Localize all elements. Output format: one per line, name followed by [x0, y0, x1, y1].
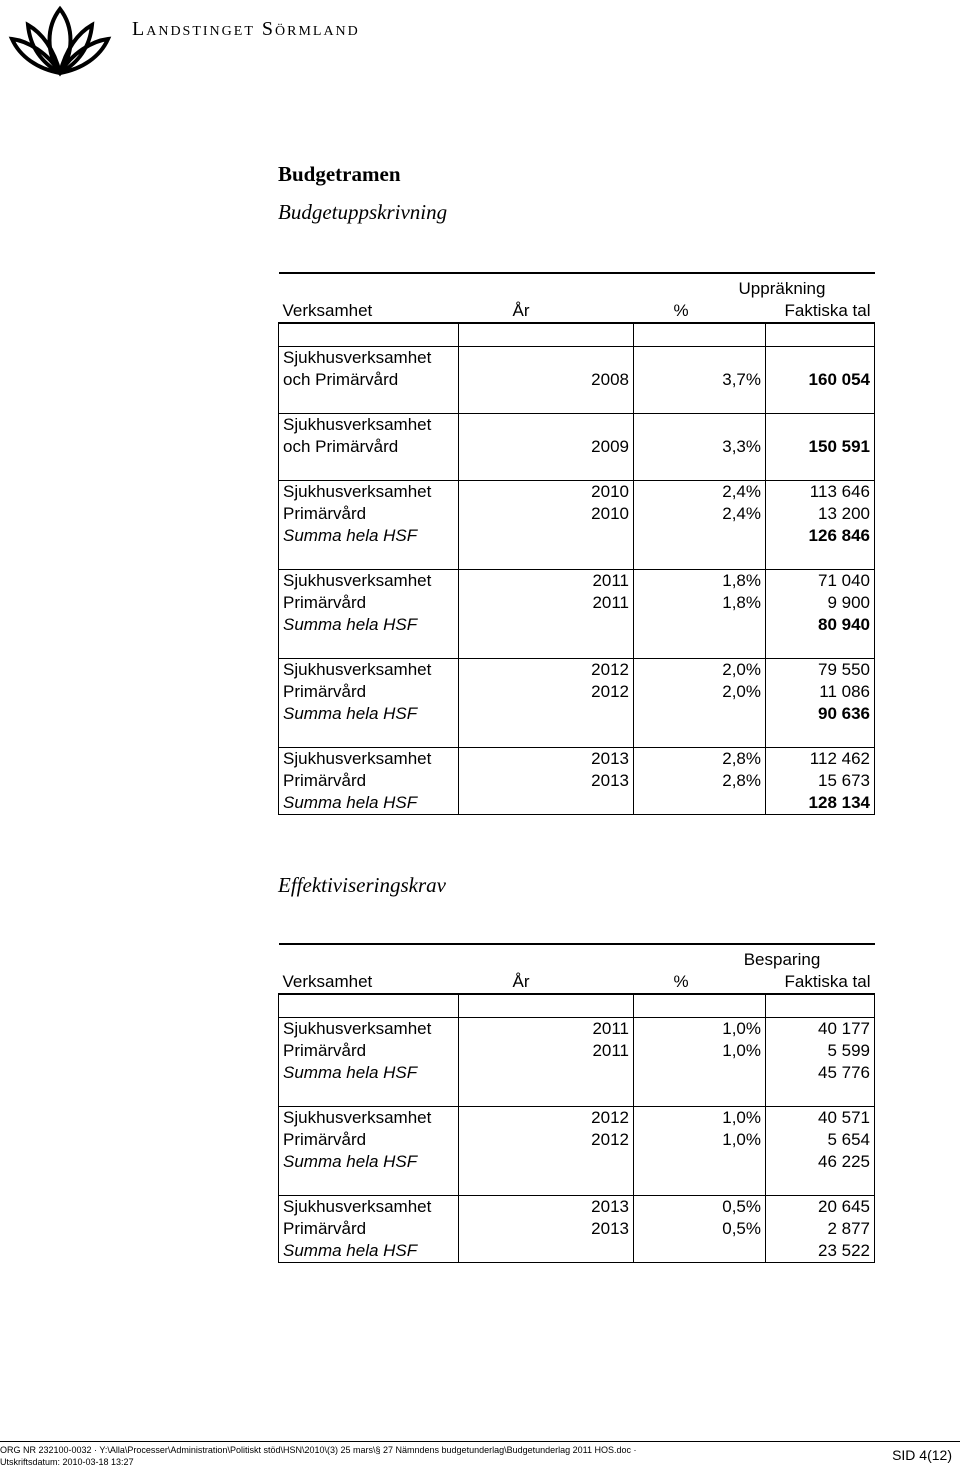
cell-pct — [634, 1173, 766, 1196]
spacer-row — [279, 391, 875, 414]
cell-ar: 2012 — [459, 681, 634, 703]
footer-line2: Utskriftsdatum: 2010-03-18 13:27 — [0, 1457, 134, 1467]
cell-tal — [766, 1173, 875, 1196]
cell-tal: 23 522 — [766, 1240, 875, 1263]
cell-tal: 5 654 — [766, 1129, 875, 1151]
cell-verksamhet — [279, 994, 459, 1018]
header-faktiska-tal: Faktiska tal — [784, 301, 871, 320]
cell-ar — [459, 547, 634, 570]
cell-pct — [634, 792, 766, 815]
footer-divider — [0, 1441, 960, 1442]
cell-pct — [634, 994, 766, 1018]
logo-icon — [8, 5, 112, 77]
cell-ar — [459, 391, 634, 414]
cell-ar: 2013 — [459, 748, 634, 771]
cell-tal: 128 134 — [766, 792, 875, 815]
cell-ar — [459, 1173, 634, 1196]
cell-pct — [634, 1084, 766, 1107]
table-row — [279, 792, 875, 815]
table-row — [279, 1218, 875, 1240]
table-row — [279, 659, 875, 682]
cell-verksamhet: Sjukhusverksamhet — [279, 659, 459, 682]
cell-tal — [766, 414, 875, 437]
section1-subtitle: Budgetuppskrivning — [278, 200, 448, 224]
cell-tal — [766, 323, 875, 347]
cell-ar — [459, 792, 634, 815]
header-upprakning: Uppräkning — [738, 279, 826, 298]
cell-verksamhet: Primärvård — [279, 1129, 459, 1151]
cell-ar — [459, 458, 634, 481]
cell-tal: 112 462 — [766, 748, 875, 771]
cell-pct — [634, 1151, 766, 1173]
cell-tal: 15 673 — [766, 770, 875, 792]
page-title: Budgetramen — [278, 162, 401, 186]
cell-verksamhet — [279, 1173, 459, 1196]
cell-tal: 150 591 — [766, 436, 875, 458]
cell-ar — [459, 323, 634, 347]
cell-pct: 1,0% — [634, 1040, 766, 1062]
cell-verksamhet: Sjukhusverksamhet — [279, 570, 459, 593]
header-faktiska-tal: Faktiska tal — [784, 972, 871, 991]
header-pct: % — [673, 301, 689, 320]
cell-ar — [459, 414, 634, 437]
cell-verksamhet: Summa hela HSF — [279, 792, 459, 815]
table-row — [279, 703, 875, 725]
table-row — [279, 1196, 875, 1219]
cell-tal — [766, 347, 875, 370]
cell-pct — [634, 614, 766, 636]
table-row — [279, 570, 875, 593]
footer-path — [0, 1444, 637, 1468]
section2-subtitle: Effektiviseringskrav — [278, 873, 446, 897]
cell-ar: 2013 — [459, 770, 634, 792]
cell-ar: 2011 — [459, 1040, 634, 1062]
cell-pct — [634, 636, 766, 659]
cell-verksamhet: och Primärvård — [279, 369, 459, 391]
cell-ar: 2013 — [459, 1196, 634, 1219]
cell-verksamhet: Summa hela HSF — [279, 1062, 459, 1084]
footer-line1: ORG NR 232100-0032 · Y:\Alla\Processer\Administration\Politiskt stöd\HSN\2010\(3) 25 mars\§ 27 Nämndens budgetunderlag\Budgetunderlag 2011 HOS.doc · — [0, 1445, 637, 1455]
cell-tal: 160 054 — [766, 369, 875, 391]
cell-verksamhet: Sjukhusverksamhet — [279, 481, 459, 504]
spacer-row — [279, 725, 875, 748]
cell-pct — [634, 347, 766, 370]
cell-tal: 79 550 — [766, 659, 875, 682]
spacer-row — [279, 458, 875, 481]
cell-verksamhet — [279, 636, 459, 659]
cell-pct: 2,4% — [634, 503, 766, 525]
header-ar: År — [512, 972, 530, 991]
cell-tal: 11 086 — [766, 681, 875, 703]
cell-tal: 5 599 — [766, 1040, 875, 1062]
budget-table — [278, 272, 875, 815]
cell-verksamhet: Summa hela HSF — [279, 1151, 459, 1173]
cell-tal: 20 645 — [766, 1196, 875, 1219]
cell-ar: 2012 — [459, 659, 634, 682]
cell-verksamhet — [279, 323, 459, 347]
cell-tal: 2 877 — [766, 1218, 875, 1240]
cell-ar: 2008 — [459, 369, 634, 391]
cell-ar: 2011 — [459, 592, 634, 614]
cell-pct — [634, 1240, 766, 1263]
cell-pct — [634, 391, 766, 414]
cell-ar: 2009 — [459, 436, 634, 458]
cell-ar: 2012 — [459, 1129, 634, 1151]
cell-verksamhet: Sjukhusverksamhet — [279, 1196, 459, 1219]
cell-pct: 1,0% — [634, 1018, 766, 1041]
cell-ar — [459, 347, 634, 370]
cell-pct — [634, 525, 766, 547]
cell-ar — [459, 1084, 634, 1107]
cell-pct: 2,0% — [634, 681, 766, 703]
cell-ar — [459, 725, 634, 748]
cell-verksamhet — [279, 391, 459, 414]
cell-ar — [459, 1062, 634, 1084]
cell-verksamhet: Primärvård — [279, 503, 459, 525]
spacer-row — [279, 1084, 875, 1107]
table-row — [279, 1240, 875, 1263]
cell-verksamhet: Summa hela HSF — [279, 703, 459, 725]
spacer-row — [279, 323, 875, 347]
cell-verksamhet — [279, 547, 459, 570]
table-row — [279, 481, 875, 504]
table-row — [279, 1129, 875, 1151]
cell-ar — [459, 525, 634, 547]
cell-verksamhet: Sjukhusverksamhet — [279, 414, 459, 437]
cell-tal — [766, 547, 875, 570]
cell-pct — [634, 703, 766, 725]
cell-pct — [634, 323, 766, 347]
header-besparing: Besparing — [743, 950, 821, 969]
table-row — [279, 1040, 875, 1062]
cell-verksamhet: och Primärvård — [279, 436, 459, 458]
cell-pct — [634, 458, 766, 481]
cell-ar: 2011 — [459, 570, 634, 593]
spacer-row — [279, 994, 875, 1018]
cell-verksamhet: Primärvård — [279, 1040, 459, 1062]
brand-name: Landstinget Sörmland — [132, 18, 360, 40]
cell-tal — [766, 1084, 875, 1107]
cell-ar: 2013 — [459, 1218, 634, 1240]
cell-ar — [459, 994, 634, 1018]
cell-verksamhet: Summa hela HSF — [279, 525, 459, 547]
cell-ar: 2010 — [459, 503, 634, 525]
cell-ar — [459, 703, 634, 725]
table-row — [279, 369, 875, 391]
cell-verksamhet: Primärvård — [279, 592, 459, 614]
cell-ar: 2011 — [459, 1018, 634, 1041]
cell-tal — [766, 636, 875, 659]
cell-verksamhet — [279, 458, 459, 481]
table-row — [279, 1151, 875, 1173]
cell-pct: 2,8% — [634, 770, 766, 792]
table-row — [279, 1062, 875, 1084]
header-ar: År — [512, 301, 530, 320]
cell-tal: 113 646 — [766, 481, 875, 504]
spacer-row — [279, 636, 875, 659]
table-row — [279, 592, 875, 614]
table-row — [279, 1107, 875, 1130]
spacer-row — [279, 547, 875, 570]
cell-verksamhet: Sjukhusverksamhet — [279, 347, 459, 370]
header-verksamhet: Verksamhet — [282, 972, 373, 991]
cell-pct: 3,7% — [634, 369, 766, 391]
table-row — [279, 414, 875, 437]
cell-verksamhet: Primärvård — [279, 681, 459, 703]
table-row — [279, 1018, 875, 1041]
cell-pct: 3,3% — [634, 436, 766, 458]
cell-pct: 0,5% — [634, 1218, 766, 1240]
table-row — [279, 681, 875, 703]
cell-tal: 9 900 — [766, 592, 875, 614]
table-row — [279, 347, 875, 370]
cell-tal: 45 776 — [766, 1062, 875, 1084]
cell-verksamhet — [279, 1084, 459, 1107]
table-row — [279, 503, 875, 525]
page-number: SID 4(12) — [892, 1447, 952, 1463]
savings-table — [278, 943, 875, 1263]
cell-pct: 1,8% — [634, 592, 766, 614]
cell-tal — [766, 994, 875, 1018]
cell-pct: 2,4% — [634, 481, 766, 504]
cell-pct: 2,8% — [634, 748, 766, 771]
cell-tal: 90 636 — [766, 703, 875, 725]
cell-verksamhet: Summa hela HSF — [279, 614, 459, 636]
cell-tal: 13 200 — [766, 503, 875, 525]
cell-verksamhet: Sjukhusverksamhet — [279, 1107, 459, 1130]
cell-pct: 1,8% — [634, 570, 766, 593]
table-row — [279, 770, 875, 792]
cell-ar — [459, 614, 634, 636]
cell-ar — [459, 636, 634, 659]
cell-verksamhet: Primärvård — [279, 1218, 459, 1240]
cell-tal — [766, 725, 875, 748]
cell-ar — [459, 1240, 634, 1263]
cell-verksamhet: Summa hela HSF — [279, 1240, 459, 1263]
cell-pct: 0,5% — [634, 1196, 766, 1219]
cell-tal: 46 225 — [766, 1151, 875, 1173]
cell-ar: 2010 — [459, 481, 634, 504]
table-row — [279, 436, 875, 458]
cell-tal — [766, 391, 875, 414]
table-row — [279, 614, 875, 636]
cell-tal — [766, 458, 875, 481]
header-verksamhet: Verksamhet — [282, 301, 373, 320]
header-pct: % — [673, 972, 689, 991]
cell-tal: 40 177 — [766, 1018, 875, 1041]
cell-pct — [634, 547, 766, 570]
table-row — [279, 748, 875, 771]
spacer-row — [279, 1173, 875, 1196]
cell-tal: 126 846 — [766, 525, 875, 547]
cell-pct — [634, 725, 766, 748]
cell-tal: 40 571 — [766, 1107, 875, 1130]
cell-pct — [634, 1062, 766, 1084]
cell-pct — [634, 414, 766, 437]
cell-ar — [459, 1151, 634, 1173]
cell-tal: 71 040 — [766, 570, 875, 593]
cell-pct: 1,0% — [634, 1129, 766, 1151]
cell-tal: 80 940 — [766, 614, 875, 636]
cell-pct: 2,0% — [634, 659, 766, 682]
cell-pct: 1,0% — [634, 1107, 766, 1130]
cell-verksamhet: Primärvård — [279, 770, 459, 792]
cell-verksamhet — [279, 725, 459, 748]
table-row — [279, 525, 875, 547]
cell-ar: 2012 — [459, 1107, 634, 1130]
cell-verksamhet: Sjukhusverksamhet — [279, 748, 459, 771]
cell-verksamhet: Sjukhusverksamhet — [279, 1018, 459, 1041]
